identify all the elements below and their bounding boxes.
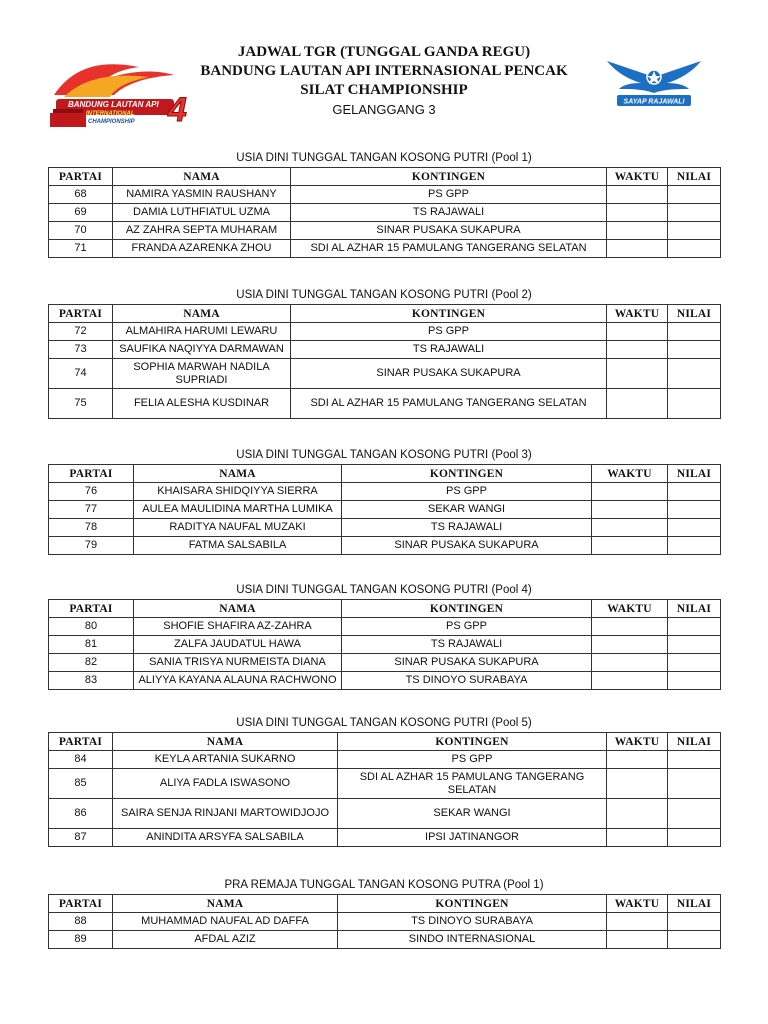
nama-cell: AFDAL AZIZ	[113, 931, 338, 949]
nama-cell: AULEA MAULIDINA MARTHA LUMIKA	[134, 501, 342, 519]
kontingen-cell: TS RAJAWALI	[291, 341, 607, 359]
table-row	[49, 341, 721, 359]
table-row	[49, 186, 721, 204]
col-nilai: NILAI	[668, 895, 721, 913]
nilai-cell	[668, 204, 721, 222]
nama-cell: SAUFIKA NAQIYYA DARMAWAN	[113, 341, 291, 359]
table-row	[49, 389, 721, 419]
table-row	[49, 654, 721, 672]
waktu-cell	[592, 501, 668, 519]
waktu-cell	[607, 204, 668, 222]
nama-cell: SAIRA SENJA RINJANI MARTOWIDJOJO	[113, 799, 338, 829]
partai-cell: 82	[49, 654, 134, 672]
col-nilai: NILAI	[668, 168, 721, 186]
partai-cell: 79	[49, 537, 134, 555]
waktu-cell	[592, 654, 668, 672]
schedule-table	[48, 894, 721, 949]
col-nilai: NILAI	[668, 733, 721, 751]
title-line-3: SILAT CHAMPIONSHIP	[300, 82, 468, 98]
partai-cell: 80	[49, 618, 134, 636]
table-row	[49, 618, 721, 636]
nama-cell: ALIYA FADLA ISWASONO	[113, 769, 338, 799]
nama-cell: FATMA SALSABILA	[134, 537, 342, 555]
nilai-cell	[668, 799, 721, 829]
waktu-cell	[592, 519, 668, 537]
section-title: USIA DINI TUNGGAL TANGAN KOSONG PUTRI (Pool 2)	[236, 289, 532, 301]
partai-cell: 74	[49, 359, 113, 389]
nama-cell: FELIA ALESHA KUSDINAR	[113, 389, 291, 419]
schedule-table	[48, 599, 721, 690]
svg-text:INTERNATIONAL: INTERNATIONAL	[86, 111, 135, 117]
col-kontingen: KONTINGEN	[342, 465, 592, 483]
col-kontingen: KONTINGEN	[291, 305, 607, 323]
svg-text:BANDUNG LAUTAN API: BANDUNG LAUTAN API	[68, 100, 159, 109]
nama-cell: NAMIRA YASMIN RAUSHANY	[113, 186, 291, 204]
partai-cell: 76	[49, 483, 134, 501]
partai-cell: 81	[49, 636, 134, 654]
table-row	[49, 829, 721, 847]
table-header-row	[49, 168, 721, 186]
svg-text:SAYAP RAJAWALI: SAYAP RAJAWALI	[623, 98, 685, 106]
kontingen-cell: SINAR PUSAKA SUKAPURA	[342, 654, 592, 672]
waktu-cell	[607, 240, 668, 258]
kontingen-cell: PS GPP	[338, 751, 607, 769]
table-header-row	[49, 895, 721, 913]
kontingen-cell: SDI AL AZHAR 15 PAMULANG TANGERANG SELATAN	[338, 769, 607, 799]
table-row	[49, 636, 721, 654]
kontingen-cell: SEKAR WANGI	[342, 501, 592, 519]
nama-cell: DAMIA LUTHFIATUL UZMA	[113, 204, 291, 222]
pool-section	[48, 446, 720, 555]
waktu-cell	[607, 323, 668, 341]
col-partai: PARTAI	[49, 733, 113, 751]
title-line-1: JADWAL TGR (TUNGGAL GANDA REGU)	[237, 44, 531, 60]
partai-cell: 85	[49, 769, 113, 799]
col-nama: NAMA	[134, 600, 342, 618]
col-kontingen: KONTINGEN	[338, 733, 607, 751]
kontingen-cell: PS GPP	[291, 323, 607, 341]
partai-cell: 71	[49, 240, 113, 258]
partai-cell: 73	[49, 341, 113, 359]
col-waktu: WAKTU	[607, 305, 668, 323]
nilai-cell	[668, 186, 721, 204]
pool-section	[48, 876, 720, 949]
nama-cell: MUHAMMAD NAUFAL AD DAFFA	[113, 913, 338, 931]
kontingen-cell: SDI AL AZHAR 15 PAMULANG TANGERANG SELATAN	[291, 240, 607, 258]
partai-cell: 89	[49, 931, 113, 949]
table-row	[49, 913, 721, 931]
nama-cell: SOPHIA MARWAH NADILA SUPRIADI	[113, 359, 291, 389]
nama-cell: SANIA TRISYA NURMEISTA DIANA	[134, 654, 342, 672]
schedule-table	[48, 464, 721, 555]
nilai-cell	[668, 483, 721, 501]
nama-cell: KEYLA ARTANIA SUKARNO	[113, 751, 338, 769]
nama-cell: SHOFIE SHAFIRA AZ-ZAHRA	[134, 618, 342, 636]
col-nama: NAMA	[113, 733, 338, 751]
nilai-cell	[668, 389, 721, 419]
kontingen-cell: SINAR PUSAKA SUKAPURA	[342, 537, 592, 555]
waktu-cell	[607, 341, 668, 359]
col-nama: NAMA	[113, 168, 291, 186]
partai-cell: 84	[49, 751, 113, 769]
col-nilai: NILAI	[668, 305, 721, 323]
title-block	[190, 43, 578, 119]
section-title: USIA DINI TUNGGAL TANGAN KOSONG PUTRI (Pool 1)	[236, 152, 532, 164]
table-row	[49, 672, 721, 690]
waktu-cell	[592, 636, 668, 654]
kontingen-cell: PS GPP	[291, 186, 607, 204]
waktu-cell	[592, 618, 668, 636]
waktu-cell	[607, 222, 668, 240]
svg-text:4: 4	[168, 91, 187, 129]
col-waktu: WAKTU	[607, 168, 668, 186]
kontingen-cell: SDI AL AZHAR 15 PAMULANG TANGERANG SELATAN	[291, 389, 607, 419]
pool-section	[48, 581, 720, 690]
waktu-cell	[607, 359, 668, 389]
col-nilai: NILAI	[668, 465, 721, 483]
waktu-cell	[607, 769, 668, 799]
col-nama: NAMA	[113, 895, 338, 913]
nilai-cell	[668, 751, 721, 769]
nilai-cell	[668, 341, 721, 359]
col-waktu: WAKTU	[607, 733, 668, 751]
table-row	[49, 931, 721, 949]
col-waktu: WAKTU	[607, 895, 668, 913]
partai-cell: 87	[49, 829, 113, 847]
table-row	[49, 222, 721, 240]
table-row	[49, 359, 721, 389]
section-title: USIA DINI TUNGGAL TANGAN KOSONG PUTRI (Pool 5)	[236, 717, 532, 729]
nilai-cell	[668, 537, 721, 555]
nama-cell: AZ ZAHRA SEPTA MUHARAM	[113, 222, 291, 240]
kontingen-cell: PS GPP	[342, 483, 592, 501]
kontingen-cell: TS RAJAWALI	[342, 636, 592, 654]
table-row	[49, 240, 721, 258]
schedule-table	[48, 304, 721, 419]
kontingen-cell: TS RAJAWALI	[342, 519, 592, 537]
partai-cell: 68	[49, 186, 113, 204]
nilai-cell	[668, 829, 721, 847]
waktu-cell	[592, 483, 668, 501]
col-kontingen: KONTINGEN	[291, 168, 607, 186]
table-row	[49, 519, 721, 537]
table-row	[49, 769, 721, 799]
waktu-cell	[592, 537, 668, 555]
pool-section	[48, 714, 720, 847]
waktu-cell	[607, 799, 668, 829]
document-header	[0, 0, 768, 140]
nilai-cell	[668, 636, 721, 654]
nilai-cell	[668, 654, 721, 672]
waktu-cell	[607, 829, 668, 847]
table-header-row	[49, 465, 721, 483]
table-row	[49, 323, 721, 341]
nilai-cell	[668, 519, 721, 537]
schedule-table	[48, 732, 721, 847]
kontingen-cell: SEKAR WANGI	[338, 799, 607, 829]
kontingen-cell: TS RAJAWALI	[291, 204, 607, 222]
col-partai: PARTAI	[49, 465, 134, 483]
nama-cell: KHAISARA SHIDQIYYA SIERRA	[134, 483, 342, 501]
nilai-cell	[668, 913, 721, 931]
nilai-cell	[668, 323, 721, 341]
table-header-row	[49, 733, 721, 751]
partai-cell: 78	[49, 519, 134, 537]
kontingen-cell: TS DINOYO SURABAYA	[338, 913, 607, 931]
table-row	[49, 751, 721, 769]
partai-cell: 72	[49, 323, 113, 341]
nilai-cell	[668, 672, 721, 690]
kontingen-cell: SINAR PUSAKA SUKAPURA	[291, 222, 607, 240]
waktu-cell	[607, 913, 668, 931]
table-row	[49, 483, 721, 501]
col-partai: PARTAI	[49, 305, 113, 323]
section-title: USIA DINI TUNGGAL TANGAN KOSONG PUTRI (Pool 4)	[236, 584, 532, 596]
nilai-cell	[668, 222, 721, 240]
kontingen-cell: IPSI JATINANGOR	[338, 829, 607, 847]
nilai-cell	[668, 501, 721, 519]
table-row	[49, 204, 721, 222]
kontingen-cell: SINDO INTERNASIONAL	[338, 931, 607, 949]
nama-cell: RADITYA NAUFAL MUZAKI	[134, 519, 342, 537]
waktu-cell	[607, 931, 668, 949]
nilai-cell	[668, 769, 721, 799]
nama-cell: ALMAHIRA HARUMI LEWARU	[113, 323, 291, 341]
nilai-cell	[668, 618, 721, 636]
table-row	[49, 799, 721, 829]
arena-label: GELANGGANG 3	[332, 102, 436, 117]
waktu-cell	[607, 186, 668, 204]
sayap-rajawali-logo	[605, 55, 703, 107]
waktu-cell	[607, 389, 668, 419]
col-nama: NAMA	[134, 465, 342, 483]
table-row	[49, 501, 721, 519]
col-kontingen: KONTINGEN	[342, 600, 592, 618]
partai-cell: 86	[49, 799, 113, 829]
pool-section	[48, 286, 720, 419]
table-header-row	[49, 305, 721, 323]
partai-cell: 69	[49, 204, 113, 222]
nama-cell: ALIYYA KAYANA ALAUNA RACHWONO	[134, 672, 342, 690]
nama-cell: FRANDA AZARENKA ZHOU	[113, 240, 291, 258]
svg-text:CHAMPIONSHIP: CHAMPIONSHIP	[88, 119, 135, 125]
nama-cell: ZALFA JAUDATUL HAWA	[134, 636, 342, 654]
kontingen-cell: SINAR PUSAKA SUKAPURA	[291, 359, 607, 389]
col-kontingen: KONTINGEN	[338, 895, 607, 913]
partai-cell: 77	[49, 501, 134, 519]
partai-cell: 75	[49, 389, 113, 419]
col-waktu: WAKTU	[592, 600, 668, 618]
col-partai: PARTAI	[49, 168, 113, 186]
col-partai: PARTAI	[49, 600, 134, 618]
waktu-cell	[607, 751, 668, 769]
partai-cell: 70	[49, 222, 113, 240]
table-row	[49, 537, 721, 555]
waktu-cell	[592, 672, 668, 690]
col-nama: NAMA	[113, 305, 291, 323]
nilai-cell	[668, 359, 721, 389]
section-title: PRA REMAJA TUNGGAL TANGAN KOSONG PUTRA (Pool 1)	[224, 879, 544, 891]
kontingen-cell: PS GPP	[342, 618, 592, 636]
col-waktu: WAKTU	[592, 465, 668, 483]
col-partai: PARTAI	[49, 895, 113, 913]
partai-cell: 88	[49, 913, 113, 931]
section-title: USIA DINI TUNGGAL TANGAN KOSONG PUTRI (Pool 3)	[236, 449, 532, 461]
schedule-table	[48, 167, 721, 258]
table-header-row	[49, 600, 721, 618]
nilai-cell	[668, 240, 721, 258]
title-line-2: BANDUNG LAUTAN API INTERNASIONAL PENCAK	[200, 63, 568, 79]
nilai-cell	[668, 931, 721, 949]
bandung-lautan-api-logo	[44, 55, 200, 130]
col-nilai: NILAI	[668, 600, 721, 618]
pool-section	[48, 149, 720, 258]
kontingen-cell: TS DINOYO SURABAYA	[342, 672, 592, 690]
partai-cell: 83	[49, 672, 134, 690]
nama-cell: ANINDITA ARSYFA SALSABILA	[113, 829, 338, 847]
